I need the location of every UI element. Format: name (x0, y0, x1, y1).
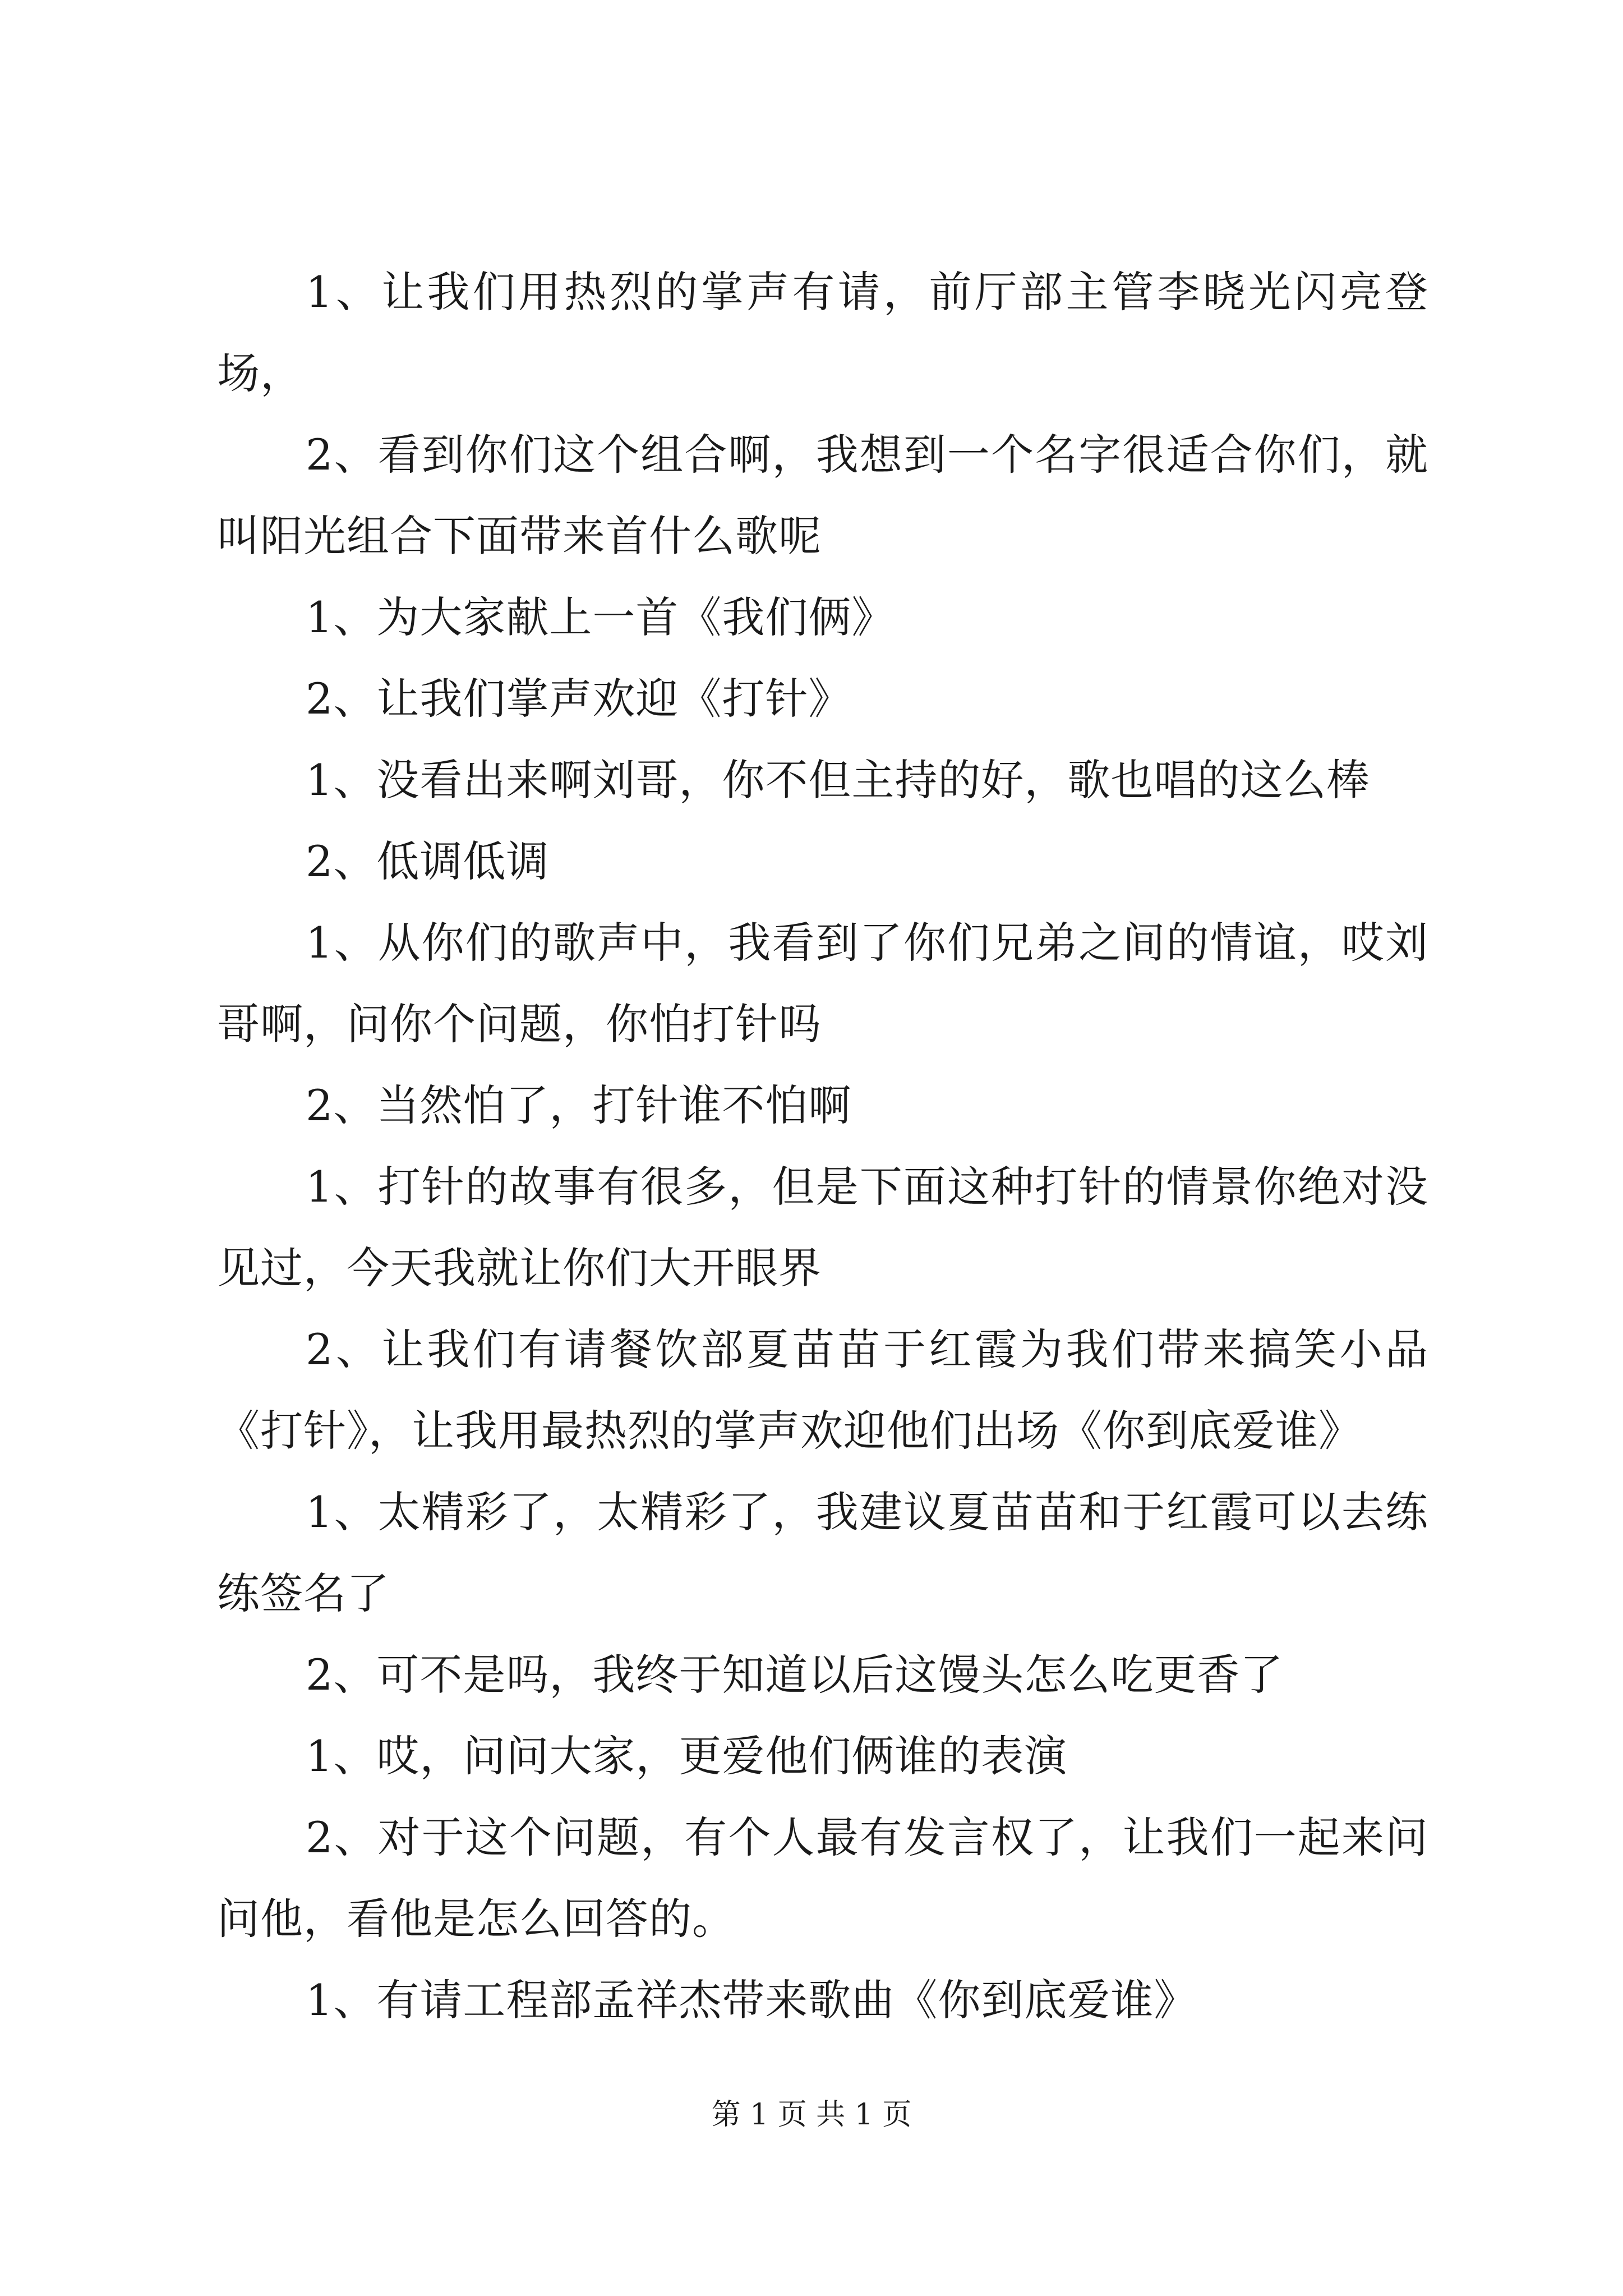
page-footer: 第 1 页 共 1 页 (711, 2098, 912, 2132)
paragraph: 1、让我们用热烈的掌声有请，前厅部主管李晓光闪亮登场， (217, 267, 1428, 398)
paragraph: 1、打针的故事有很多，但是下面这种打针的情景你绝对没见过，今天我就让你们大开眼界 (217, 1162, 1428, 1293)
paragraph: 2、让我们有请餐饮部夏苗苗于红霞为我们带来搞笑小品《打针》，让我用最热烈的掌声欢迎他们出场《你到底爱谁》 (217, 1324, 1428, 1456)
paragraph: 2、当然怕了，打针谁不怕啊 (306, 1080, 852, 1130)
paragraph: 2、对于这个问题，有个人最有发言权了，让我们一起来问问他，看他是怎么回答的。 (217, 1812, 1428, 1944)
paragraph: 1、为大家献上一首《我们俩》 (306, 592, 895, 642)
document-body (217, 251, 1428, 2041)
paragraph: 1、没看出来啊刘哥，你不但主持的好，歌也唱的这么棒 (306, 755, 1370, 805)
paragraph: 2、看到你们这个组合啊，我想到一个名字很适合你们，就叫阳光组合下面带来首什么歌呢 (217, 430, 1428, 561)
paragraph: 2、低调低调 (306, 836, 550, 886)
paragraph: 1、从你们的歌声中，我看到了你们兄弟之间的情谊，哎刘哥啊，问你个问题，你怕打针吗 (217, 918, 1428, 1049)
paragraph: 1、哎，问问大家，更爱他们俩谁的表演 (306, 1731, 1068, 1781)
paragraph: 1、有请工程部孟祥杰带来歌曲《你到底爱谁》 (306, 1975, 1197, 2025)
paragraph: 2、可不是吗，我终于知道以后这馒头怎么吃更香了 (306, 1650, 1284, 1700)
paragraph: 1、太精彩了，太精彩了，我建议夏苗苗和于红霞可以去练练签名了 (217, 1487, 1428, 1618)
paragraph: 2、让我们掌声欢迎《打针》 (306, 674, 852, 724)
